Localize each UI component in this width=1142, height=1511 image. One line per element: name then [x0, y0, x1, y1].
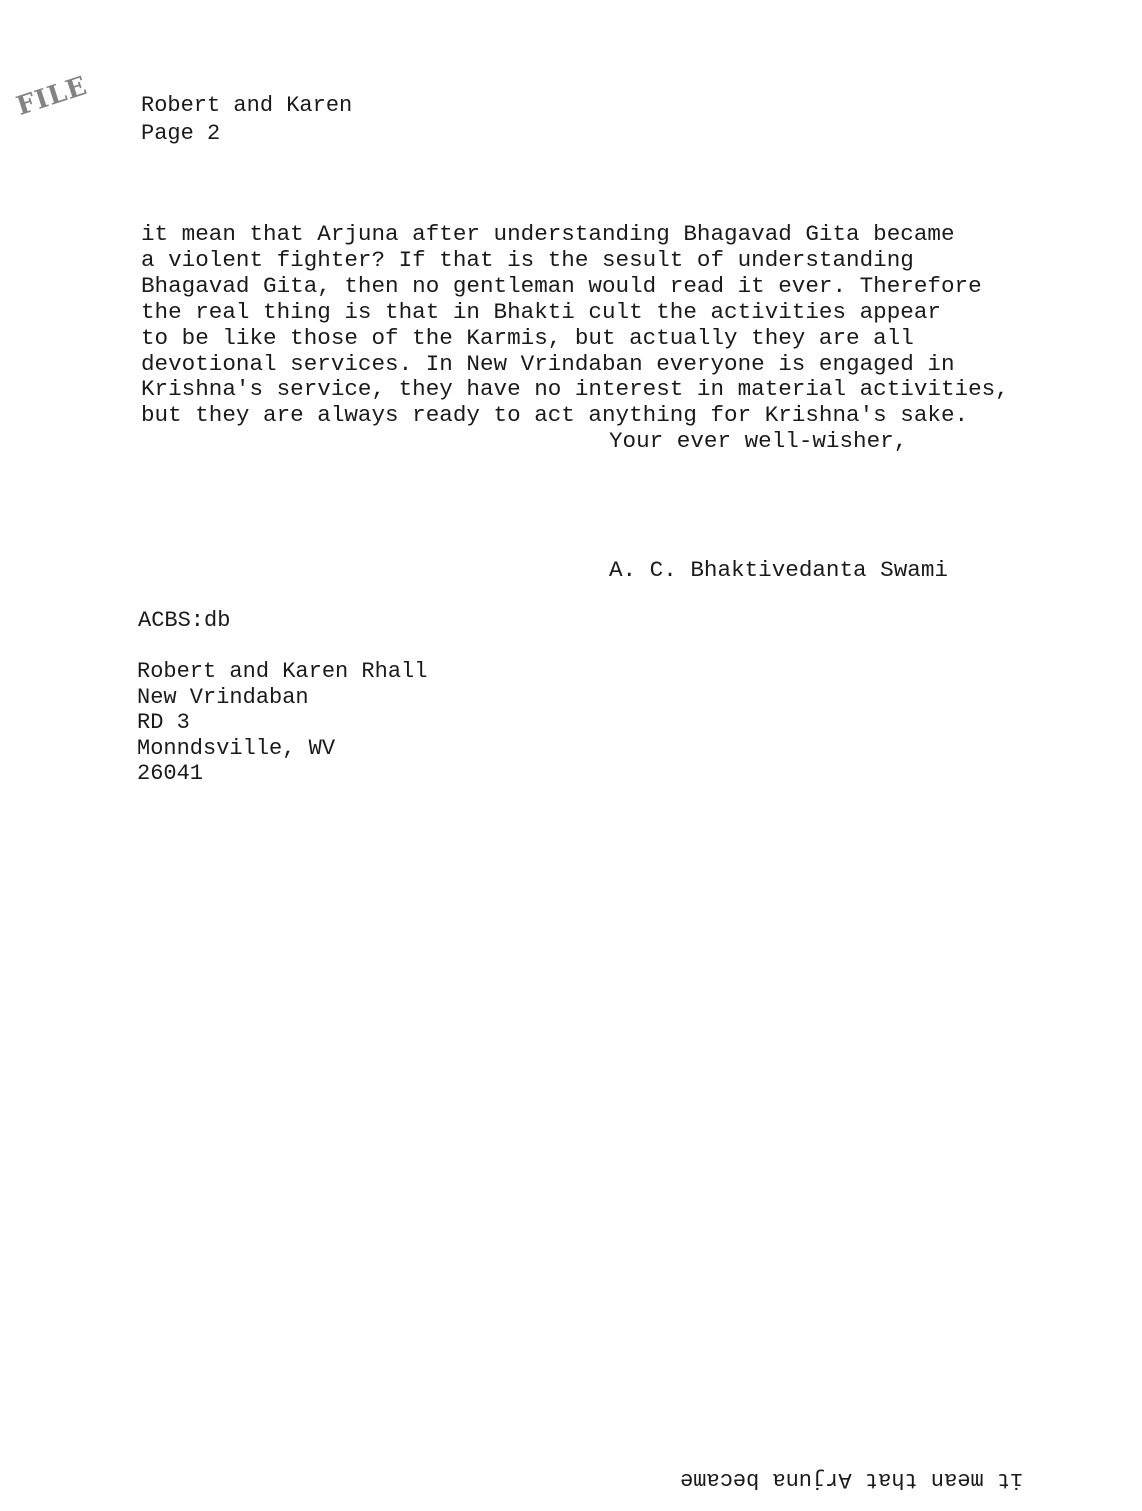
body-line: the real thing is that in Bhakti cult the activities appear: [141, 298, 941, 325]
page-header: [141, 92, 352, 148]
file-stamp-text: FILE: [12, 70, 92, 122]
address-line: Monndsville, WV: [137, 735, 336, 761]
recipient-address: [137, 659, 427, 787]
bleed-through-text: it mean that Arjuna became: [680, 1467, 1024, 1492]
signature-name: A. C. Bhaktivedanta Swami: [609, 557, 948, 583]
typist-initials: ACBS:db: [138, 608, 231, 633]
body-line: but they are always ready to act anything for Krishna's sake.: [141, 402, 969, 429]
address-line: Robert and Karen Rhall: [137, 659, 428, 684]
header-page-number: Page 2: [141, 121, 221, 146]
letter-body: [141, 222, 1101, 429]
closing-salutation: Your ever well-wisher,: [609, 428, 908, 454]
body-line: Krishna's service, they have no interest in material activities,: [141, 376, 1009, 403]
file-stamp: [13, 65, 115, 139]
body-line: Bhagavad Gita, then no gentleman would read it ever. Therefore: [141, 272, 982, 299]
header-recipient: Robert and Karen: [141, 93, 353, 118]
body-line: it mean that Arjuna after understanding Bhagavad Gita became: [141, 221, 955, 247]
address-line: 26041: [137, 761, 204, 786]
body-line: to be like those of the Karmis, but actually they are all: [141, 324, 914, 351]
body-line: a violent fighter? If that is the sesult of understanding: [141, 246, 914, 273]
body-line: devotional services. In New Vrindaban everyone is engaged in: [141, 350, 955, 377]
address-line: New Vrindaban: [137, 684, 309, 710]
address-line: RD 3: [137, 710, 190, 735]
